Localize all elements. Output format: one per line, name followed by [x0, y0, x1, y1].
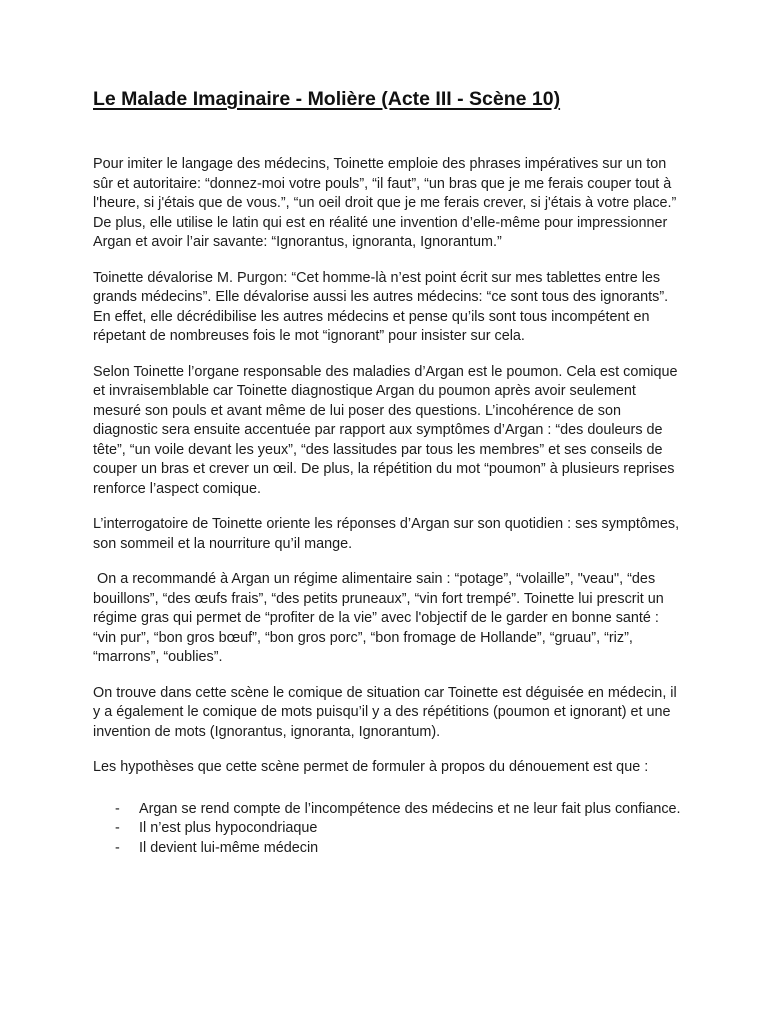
list-item — [93, 800, 681, 820]
list-item — [93, 839, 681, 859]
dash-bullet-icon: - — [115, 800, 120, 817]
dash-bullet-icon: - — [115, 820, 120, 836]
paragraph-hypotheses: Les hypothèses que cette scène permet de formuler à propos du dénouement est que : — [93, 759, 649, 775]
paragraph-comique: On trouve dans cette scène le comique de situation car Toinette est déguisée en médecin, il y a également le comique de mots puisqu’il y a des répétitions (poumon et ignorant) et une invention de mots (Ignorantus, ignoranta, Ignorantum). — [93, 684, 677, 740]
document-title: Le Malade Imaginaire - Molière (Acte III - Scène 10) — [93, 88, 561, 110]
list-item-text: Il devient lui-même médecin — [139, 839, 319, 856]
paragraph-organe-poumon: Selon Toinette l’organe responsable des maladies d’Argan est le poumon. Cela est comique et invraisemblable car Toinette diagnostique Argan du poumon après avoir seulement mesuré son pouls et avant même de lui poser des questions. L’incohérence de son diagnostic sera ensuite accentuée par rapport aux symptômes d’Argan : “des douleurs de tête”, “un voile devant les yeux”, “des lassitudes par tous les membres” et ses conseils de couper un bras et crever un œil. De plus, la répétition du mot “poumon” à plusieurs reprises renforce l’aspect comique. — [93, 363, 678, 497]
paragraph-regime-alimentaire: On a recommandé à Argan un régime alimentaire sain : “potage”, “volaille”, "veau", “des bouillons”, “des œufs frais”, “des petits pruneaux”, “vin fort trempé”. Toinette lui prescrit un régime gras qui permet de “profiter de la vie” avec l'objectif de le garder en bonne santé : “vin pur”, “bon gros bœuf”, “bon gros porc”, “bon fromage de Hollande”, “gruau”, “riz”, “marrons”, “oublies”. — [93, 571, 668, 665]
list-item-text: Argan se rend compte de l’incompétence des médecins et ne leur fait plus confiance. — [139, 800, 681, 817]
hypotheses-list — [93, 800, 681, 859]
dash-bullet-icon: - — [115, 839, 120, 856]
paragraph-interrogatoire: L’interrogatoire de Toinette oriente les réponses d’Argan sur son quotidien : ses symptômes, son sommeil et la nourriture qu’il mange. — [93, 516, 680, 552]
document-body — [93, 85, 681, 858]
list-item-text: Il n’est plus hypocondriaque — [139, 820, 318, 836]
list-item — [93, 819, 681, 839]
paragraph-langage-medecins: Pour imiter le langage des médecins, Toinette emploie des phrases impératives sur un ton sûr et autoritaire: “donnez-moi votre pouls”, “il faut”, “un bras que je me ferais couper tout à l'heure, si j'étais que de vous.”, “un oeil droit que je me ferais crever, si j'étais à votre place.” De plus, elle utilise le latin qui est en réalité une invention d’elle-même pour impressionner Argan et avoir l’air savante: “Ignorantus, ignoranta, Ignorantum.” — [93, 156, 677, 250]
paragraph-devalorise-purgon: Toinette dévalorise M. Purgon: “Cet homme-là n’est point écrit sur mes tablettes entre les grands médecins”. Elle dévalorise aussi les autres médecins: “ce sont tous des ignorants”. En effet, elle décrédibilise les autres médecins et pense qu’ils sont tous incompétent en répetant de nombreuses fois le mot “ignorant” pour insister sur cela. — [93, 269, 669, 344]
